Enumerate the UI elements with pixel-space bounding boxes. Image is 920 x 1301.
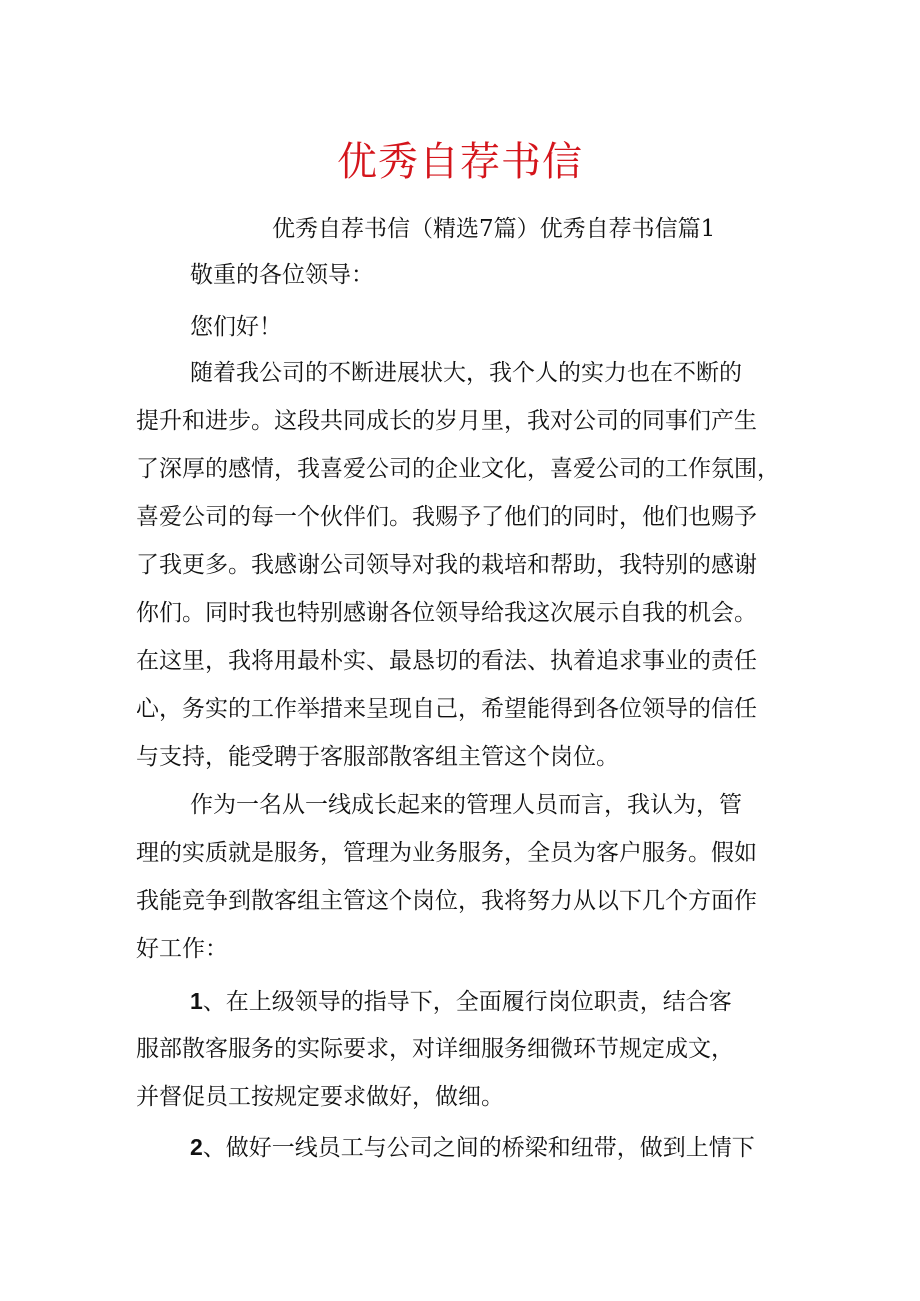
paragraph-2-line-4: 好工作： <box>136 936 228 962</box>
salutation: 您们好！ <box>190 314 282 340</box>
paragraph-2-line-1: 作为一名从一线成长起来的管理人员而言，我认为，管 <box>190 792 742 818</box>
list-item-2-number: 2 <box>190 1134 203 1160</box>
paragraph-1-line-8: 心，务实的工作举措来呈现自己，希望能得到各位领导的信任 <box>136 696 757 722</box>
paragraph-1-line-9: 与支持，能受聘于客服部散客组主管这个岗位。 <box>136 744 619 770</box>
document-subtitle: 优秀自荐书信（精选7篇）优秀自荐书信篇1 <box>272 216 716 242</box>
paragraph-1-line-4: 喜爱公司的每一个伙伴们。我赐予了他们的同时，他们也赐予 <box>136 504 757 530</box>
paragraph-1-line-7: 在这里，我将用最朴实、最恳切的看法、执着追求事业的责任 <box>136 648 757 674</box>
list-item-1-line-3: 并督促员工按规定要求做好，做细。 <box>136 1084 504 1110</box>
list-item-1-line-1 <box>190 984 732 1019</box>
document-title: 优秀自荐书信 <box>337 139 583 185</box>
list-item-2-text: 、做好一线员工与公司之间的桥梁和纽带，做到上情下 <box>202 1135 755 1161</box>
paragraph-1-line-6: 你们。同时我也特别感谢各位领导给我这次展示自我的机会。 <box>136 600 757 626</box>
greeting: 敬重的各位领导： <box>190 262 374 288</box>
list-item-2-line-1 <box>190 1130 755 1165</box>
paragraph-2-line-3: 我能竞争到散客组主管这个岗位，我将努力从以下几个方面作 <box>136 888 757 914</box>
paragraph-2-line-2: 理的实质就是服务，管理为业务服务，全员为客户服务。假如 <box>136 840 757 866</box>
list-item-1-text: 、在上级领导的指导下，全面履行岗位职责，结合客 <box>202 989 732 1015</box>
list-item-1-number: 1 <box>190 988 203 1014</box>
paragraph-1-line-5: 了我更多。我感谢公司领导对我的栽培和帮助，我特别的感谢 <box>136 552 757 578</box>
paragraph-1-line-2: 提升和进步。这段共同成长的岁月里，我对公司的同事们产生 <box>136 408 757 434</box>
list-item-1-line-2: 服部散客服务的实际要求，对详细服务细微环节规定成文， <box>136 1036 734 1062</box>
paragraph-1-line-3: 了深厚的感情，我喜爱公司的企业文化，喜爱公司的工作氛围， <box>136 456 780 482</box>
paragraph-1-line-1: 随着我公司的不断进展状大，我个人的实力也在不断的 <box>190 360 742 386</box>
